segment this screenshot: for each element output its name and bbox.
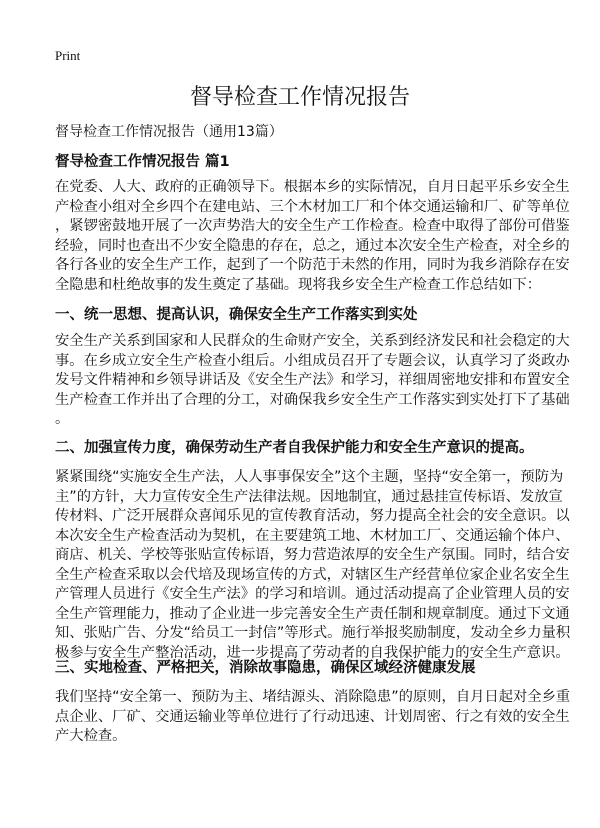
text-line: 商店、机关、学校等张贴宣传标语，努力营造浓厚的安全生产氛围。同时，结合安 [55,547,570,563]
print-link[interactable]: Print [55,48,81,63]
text-line: 生产检查工作并出了合理的分工，对确保我乡安全生产工作落实到实处打下了基础 [55,391,570,408]
text-line: 我们坚持“安全第一、预防为主、堵结源头、消除隐患”的原则，自月日起对全乡重 [55,689,571,705]
text-line: 知、张贴广告、分发“给员工一封信”等形式。施行举报奖励制度，发动全乡力量积 [55,625,571,641]
text-line: 点企业、厂矿、交通运输业等单位进行了行动迅速、计划周密、行之有效的安全生 [55,708,570,725]
paragraph-3 [55,468,571,663]
text-line: 全生产管理能力，推动了企业进一步完善安全生产责任制和规章制度。通过下文通 [55,605,570,622]
paragraph-4 [55,688,571,747]
text-line: 本次安全生产检查活动为契机，在主要建筑工地、木材加工厂、交通运输个体户、 [55,527,570,544]
text-line: 全隐患和杜绝故事的发生奠定了基础。现将我乡安全生产检查工作总结如下： [55,276,542,293]
text-line: 全生产检查采取以会代培及现场宣传的方式，对辖区生产经营单位家企业名安全生 [55,566,570,583]
paragraph-2 [55,332,570,430]
text-line: 。 [55,411,70,427]
text-line: 主”的方针，大力宣传安全生产法律法规。因地制宜，通过悬挂宣传标语、发放宣 [55,488,563,505]
text-line: 在党委、人大、政府的正确领导下。根据本乡的实际情况，自月日起平乐乡安全生 [55,179,570,195]
text-line: 传材料、广泛开展群众喜闻乐见的宣传教育活动，努力提高全社会的安全意识。以 [55,508,570,524]
text-line: 发号文件精神和乡领导讲话及《安全生产法》和学习，祥细周密地安排和布置安全 [55,372,570,388]
text-line: 极参与安全生产整治活动，进一步提高了劳动者的自我保护能力的安全生产意识。 [55,644,570,661]
text-line: 各行各业的安全生产工作，起到了一个防范于未然的作用，同时为我乡消除存在安 [55,257,570,273]
document-title: 督导检查工作情况报告 [189,85,410,110]
text-line: 产大检查。 [55,728,127,744]
text-line: 事。在乡成立安全生产检查小组后。小组成员召开了专题会议，认真学习了炎政办 [55,352,570,369]
text-line: 紧紧围绕“实施安全生产法，人人事事保安全”这个主题，坚持“安全第一，预防为 [55,469,564,485]
document-subtitle: 督导检查工作情况报告（通用13篇） [55,124,283,140]
text-line: 产管理人员进行《安全生产法》的学习和培训。通过活动提高了企业管理人员的安 [55,586,570,602]
paragraph-1 [55,178,570,295]
heading-2: 二、加强宣传力度，确保劳动生产者自我保护能力和安全生产意识的提高。 [55,440,534,456]
text-line: 产检查小组对全乡四个在建电站、三个木材加工厂和个体交通运输和厂、矿等单位 [55,198,570,215]
heading-3: 三、实地检查、严格把关，消除故事隐患，确保区域经济健康发展 [55,660,476,676]
text-line: ，紧锣密鼓地开展了一次声势浩大的安全生产工作检查。检查中取得了部份可借鉴 [55,218,570,234]
text-line: 安全生产关系到国家和人民群众的生命财产安全，关系到经济发民和社会稳定的大 [55,333,570,349]
section-title: 督导检查工作情况报告 篇1 [55,154,230,170]
heading-1: 一、统一思想、提高认识，确保安全生产工作落实到实处 [55,307,418,323]
text-line: 经验，同时也查出不少安全隐患的存在，总之，通过本次安全生产检查，对全乡的 [55,237,570,254]
